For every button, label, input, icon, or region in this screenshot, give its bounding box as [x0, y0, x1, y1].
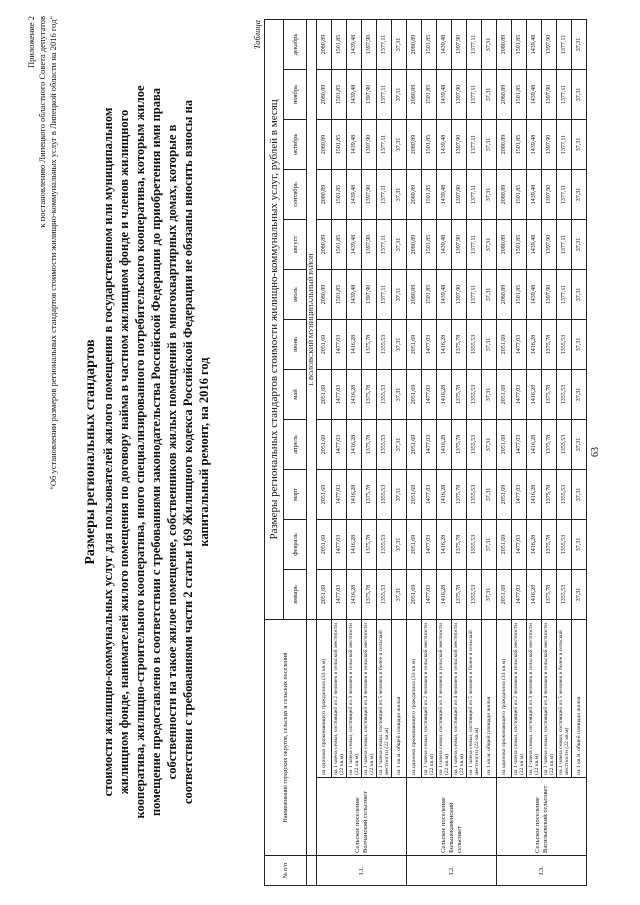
value-cell: 1377,11 [467, 119, 482, 169]
value-cell: 1375,78 [452, 519, 467, 569]
table-row [482, 19, 497, 885]
value-cell: 1397,90 [542, 169, 557, 219]
value-cell: 1416,28 [527, 319, 542, 369]
category-label: на 1 члена семьи, состоящей из 3 человек в сельской местности (22 кв.м) [347, 619, 362, 777]
value-cell: 1355,53 [377, 469, 392, 519]
category-label: на одиноко проживающего гражданина (33 кв.м) [407, 619, 422, 777]
value-cell: 1501,85 [332, 19, 347, 69]
month-header: декабрь [284, 19, 307, 69]
category-label: на 1 члена семьи, состоящей из 5 человек и более в сельской местности (22 кв.м) [557, 619, 572, 777]
value-cell: 37,31 [572, 519, 587, 569]
value-cell: 2080,89 [407, 169, 422, 219]
value-cell: 1477,03 [332, 519, 347, 569]
settlement-name: Сельское поселение Васильевский сельсовет [497, 778, 587, 856]
table-row [437, 19, 452, 885]
document-title [82, 52, 212, 852]
value-cell: 2051,69 [407, 369, 422, 419]
value-cell: 1501,85 [332, 169, 347, 219]
value-cell: 2051,69 [407, 419, 422, 469]
month-header: февраль [284, 519, 307, 569]
value-cell: 37,31 [572, 319, 587, 369]
value-cell: 1501,85 [512, 69, 527, 119]
title-line-2: стоимости жилищно-коммунальных услуг для пользователей жилого помещения в государственном или муниципальном [101, 107, 115, 797]
category-label: на 1 члена семьи, состоящей из 4 человек в сельской местности (22 кв.м) [542, 619, 557, 777]
value-cell: 2051,69 [317, 469, 332, 519]
value-cell: 37,31 [482, 119, 497, 169]
value-cell: 1377,11 [557, 219, 572, 269]
value-cell: 37,31 [392, 119, 407, 169]
value-cell: 1477,03 [422, 419, 437, 469]
title-line-8: капитальный ремонт, на 2016 год [197, 357, 211, 547]
value-cell: 1501,85 [422, 219, 437, 269]
value-cell: 1416,28 [437, 369, 452, 419]
value-cell: 1355,53 [467, 419, 482, 469]
value-cell: 1397,90 [362, 119, 377, 169]
value-cell: 2080,89 [497, 19, 512, 69]
value-cell: 1397,90 [542, 269, 557, 319]
value-cell: 1477,03 [332, 469, 347, 519]
value-cell: 1375,78 [362, 319, 377, 369]
month-header: октябрь [284, 119, 307, 169]
appendix-number: Приложение 2 [26, 16, 36, 68]
value-cell: 2051,69 [497, 369, 512, 419]
settlement-number: I.2. [407, 856, 497, 886]
value-cell: 37,31 [482, 19, 497, 69]
value-cell: 1375,78 [542, 369, 557, 419]
value-cell: 1439,48 [527, 119, 542, 169]
value-cell: 2080,89 [317, 19, 332, 69]
column-header-number: № п/п [265, 856, 307, 886]
value-cell: 1397,90 [362, 169, 377, 219]
value-cell: 1416,28 [347, 369, 362, 419]
table-row [557, 19, 572, 885]
value-cell: 2051,69 [407, 469, 422, 519]
value-cell: 1355,53 [377, 569, 392, 619]
value-cell: 1501,85 [332, 119, 347, 169]
value-cell: 1501,85 [332, 69, 347, 119]
value-cell: 2051,69 [497, 519, 512, 569]
value-cell: 37,31 [392, 469, 407, 519]
value-cell: 2080,89 [497, 169, 512, 219]
value-cell: 1416,28 [437, 319, 452, 369]
value-cell: 1355,53 [377, 319, 392, 369]
table-row [332, 19, 347, 885]
value-cell: 1397,90 [452, 169, 467, 219]
value-cell: 1477,03 [512, 469, 527, 519]
value-cell: 1439,48 [347, 169, 362, 219]
month-header: июнь [284, 319, 307, 369]
value-cell: 2051,69 [497, 469, 512, 519]
value-cell: 1375,78 [542, 569, 557, 619]
value-cell: 1416,28 [527, 419, 542, 469]
value-cell: 1439,48 [347, 219, 362, 269]
title-line-6: собственности на такое жилое помещение, собственников жилых помещений в многоквартирных домах, которые в [165, 124, 179, 780]
category-label: на 1 кв.м. общей площади жилья [392, 619, 407, 777]
value-cell: 1439,48 [527, 169, 542, 219]
standards-table [264, 19, 587, 886]
value-cell: 37,31 [392, 169, 407, 219]
table-row [512, 19, 527, 885]
value-cell: 2080,89 [497, 269, 512, 319]
month-header: сентябрь [284, 169, 307, 219]
table-row [392, 19, 407, 885]
value-cell: 1439,48 [527, 69, 542, 119]
appendix-header [26, 16, 59, 490]
value-cell: 37,31 [392, 219, 407, 269]
value-cell: 2080,89 [407, 69, 422, 119]
category-label: на 1 члена семьи, состоящей из 4 человек в сельской местности (22 кв.м) [452, 619, 467, 777]
value-cell: 1439,48 [437, 269, 452, 319]
value-cell: 1477,03 [422, 319, 437, 369]
value-cell: 37,31 [392, 569, 407, 619]
value-cell: 1416,28 [527, 369, 542, 419]
value-cell: 2051,69 [317, 319, 332, 369]
value-cell: 1501,85 [332, 219, 347, 269]
settlement-name: Сельское поселение Большекаменский сельсовет [407, 778, 497, 856]
value-cell: 37,31 [392, 269, 407, 319]
value-cell: 1416,28 [347, 519, 362, 569]
value-cell: 2080,89 [317, 269, 332, 319]
value-cell: 1477,03 [332, 419, 347, 469]
value-cell: 1355,53 [467, 469, 482, 519]
value-cell: 2051,69 [407, 519, 422, 569]
category-label: на 1 члена семьи, состоящей из 4 человек в сельской местности (22 кв.м) [362, 619, 377, 777]
value-cell: 1397,90 [542, 219, 557, 269]
value-cell: 1439,48 [437, 169, 452, 219]
value-cell: 37,31 [392, 419, 407, 469]
value-cell: 37,31 [482, 519, 497, 569]
value-cell: 1439,48 [527, 269, 542, 319]
value-cell: 1377,11 [377, 69, 392, 119]
value-cell: 1501,85 [422, 269, 437, 319]
value-cell: 1501,85 [422, 169, 437, 219]
value-cell: 1377,11 [557, 19, 572, 69]
value-cell: 1375,78 [452, 469, 467, 519]
value-cell: 2080,89 [407, 119, 422, 169]
value-cell: 1416,28 [437, 569, 452, 619]
category-label: на 1 кв.м. общей площади жилья [482, 619, 497, 777]
value-cell: 1477,03 [422, 369, 437, 419]
column-group-header: Размеры региональных стандартов стоимости жилищно-коммунальных услуг, рублей в месяц [265, 19, 284, 619]
value-cell: 1397,90 [362, 69, 377, 119]
value-cell: 2080,89 [497, 69, 512, 119]
table-row [497, 19, 512, 885]
rotated-document-sheet [20, 12, 620, 892]
table-label: Таблица [252, 20, 262, 50]
value-cell: 2051,69 [317, 419, 332, 469]
value-cell: 1501,85 [422, 69, 437, 119]
table-row [527, 19, 542, 885]
value-cell: 2051,69 [317, 369, 332, 419]
value-cell: 2080,89 [317, 119, 332, 169]
value-cell: 2051,69 [497, 419, 512, 469]
value-cell: 1397,90 [542, 69, 557, 119]
value-cell: 1439,48 [347, 69, 362, 119]
column-header-name: Наименование городских округов, сельских и сельских поселений [265, 619, 307, 855]
value-cell: 37,31 [482, 219, 497, 269]
value-cell: 1377,11 [467, 219, 482, 269]
month-header: январь [284, 569, 307, 619]
value-cell: 1501,85 [422, 119, 437, 169]
value-cell: 2080,89 [407, 269, 422, 319]
value-cell: 1416,28 [347, 419, 362, 469]
table-row [377, 19, 392, 885]
value-cell: 37,31 [482, 369, 497, 419]
value-cell: 1377,11 [377, 19, 392, 69]
value-cell: 1397,90 [542, 19, 557, 69]
table-row [452, 19, 467, 885]
region-row [307, 19, 317, 885]
value-cell: 1439,48 [347, 19, 362, 69]
value-cell: 1355,53 [377, 419, 392, 469]
value-cell: 1397,90 [452, 19, 467, 69]
value-cell: 37,31 [572, 469, 587, 519]
value-cell: 2051,69 [317, 569, 332, 619]
value-cell: 37,31 [482, 569, 497, 619]
table-row [422, 19, 437, 885]
value-cell: 37,31 [482, 69, 497, 119]
value-cell: 2080,89 [497, 219, 512, 269]
value-cell: 2051,69 [497, 319, 512, 369]
title-line-7: соответствии с требованиями части 2 статьи 169 Жилищного кодекса Российской Федерации не обязаны вносить взносы на [181, 99, 195, 805]
value-cell: 1375,78 [542, 469, 557, 519]
value-cell: 1375,78 [362, 469, 377, 519]
value-cell: 37,31 [572, 419, 587, 469]
value-cell: 37,31 [572, 569, 587, 619]
month-header: ноябрь [284, 69, 307, 119]
value-cell: 1375,78 [452, 419, 467, 469]
value-cell: 1397,90 [452, 269, 467, 319]
value-cell: 1397,90 [362, 219, 377, 269]
value-cell: 1477,03 [512, 419, 527, 469]
value-cell: 1355,53 [557, 519, 572, 569]
value-cell: 37,31 [392, 369, 407, 419]
category-label: на 1 члена семьи, состоящей из 5 человек и более в сельской местности (22 кв.м) [467, 619, 482, 777]
value-cell: 1477,03 [332, 369, 347, 419]
value-cell: 1416,28 [437, 519, 452, 569]
value-cell: 1439,48 [527, 219, 542, 269]
value-cell: 1375,78 [362, 419, 377, 469]
table-row [407, 19, 422, 885]
table-row [572, 19, 587, 885]
value-cell: 1377,11 [557, 169, 572, 219]
title-line-5: помещение предоставлено в соответствии с требованиями законодательства Российской Федерации до приобретения ими права [149, 88, 163, 817]
value-cell: 37,31 [572, 169, 587, 219]
value-cell: 1375,78 [542, 419, 557, 469]
value-cell: 37,31 [482, 469, 497, 519]
value-cell: 1397,90 [362, 269, 377, 319]
value-cell: 2080,89 [317, 219, 332, 269]
category-label: на 1 члена семьи, состоящей из 2 человек в сельской местности (22 кв.м) [422, 619, 437, 777]
value-cell: 37,31 [572, 19, 587, 69]
value-cell: 37,31 [572, 69, 587, 119]
value-cell: 37,31 [482, 169, 497, 219]
month-header: май [284, 369, 307, 419]
value-cell: 1377,11 [467, 19, 482, 69]
value-cell: 1355,53 [557, 319, 572, 369]
value-cell: 1377,11 [467, 169, 482, 219]
category-label: на 1 члена семьи, состоящей из 3 человек в сельской местности (22 кв.м) [527, 619, 542, 777]
value-cell: 2080,89 [497, 119, 512, 169]
decree-reference-line1: к постановлению Липецкого областного Совета депутатов [37, 16, 47, 228]
value-cell: 1477,03 [332, 569, 347, 619]
value-cell: 1377,11 [557, 119, 572, 169]
value-cell: 37,31 [392, 519, 407, 569]
title-line-3: жилищном фонде, нанимателей жилого помещения по договору найма в частном жилищном фонде и членов жилищного [117, 109, 131, 795]
value-cell: 37,31 [392, 319, 407, 369]
value-cell: 1377,11 [557, 269, 572, 319]
value-cell: 1477,03 [512, 319, 527, 369]
value-cell: 1439,48 [347, 269, 362, 319]
value-cell: 2080,89 [407, 19, 422, 69]
value-cell: 1355,53 [557, 569, 572, 619]
value-cell: 1355,53 [557, 469, 572, 519]
category-label: на 1 члена семьи, состоящей из 2 человек в сельской местности (22 кв.м) [512, 619, 527, 777]
month-header: апрель [284, 419, 307, 469]
value-cell: 1375,78 [452, 319, 467, 369]
value-cell: 1377,11 [377, 169, 392, 219]
value-cell: 1501,85 [512, 119, 527, 169]
value-cell: 1377,11 [557, 69, 572, 119]
value-cell: 37,31 [572, 119, 587, 169]
value-cell: 1501,85 [332, 269, 347, 319]
value-cell: 1477,03 [512, 519, 527, 569]
title-line-4: кооператива, жилищно-строительного кооператива, иного специализированного потребительского кооператива, которым жилое [133, 85, 147, 819]
value-cell: 2051,69 [407, 319, 422, 369]
value-cell: 1501,85 [512, 219, 527, 269]
value-cell: 1439,48 [437, 19, 452, 69]
settlement-number: I.1. [317, 856, 407, 886]
category-label: на 1 члена семьи, состоящей из 2 человек в сельской местности (22 кв.м) [332, 619, 347, 777]
category-label: на одиноко проживающего гражданина (33 кв.м) [317, 619, 332, 777]
category-label: на 1 члена семьи, состоящей из 3 человек в сельской местности (22 кв.м) [437, 619, 452, 777]
value-cell: 1439,48 [527, 19, 542, 69]
month-header: март [284, 469, 307, 519]
settlement-number: I.3. [497, 856, 587, 886]
value-cell: 1501,85 [512, 269, 527, 319]
value-cell: 2080,89 [317, 69, 332, 119]
value-cell: 37,31 [572, 269, 587, 319]
value-cell: 1477,03 [512, 569, 527, 619]
value-cell: 1375,78 [452, 569, 467, 619]
page-number: 63 [590, 447, 601, 457]
value-cell: 1355,53 [467, 369, 482, 419]
value-cell: 2051,69 [407, 569, 422, 619]
table-row [467, 19, 482, 885]
value-cell: 1439,48 [437, 219, 452, 269]
category-label: на 1 кв.м. общей площади жилья [572, 619, 587, 777]
value-cell: 1355,53 [467, 319, 482, 369]
value-cell: 37,31 [482, 419, 497, 469]
value-cell: 1377,11 [377, 269, 392, 319]
settlement-name: Сельское поселение Волчанский сельсовет [317, 778, 407, 856]
value-cell: 1377,11 [467, 69, 482, 119]
value-cell: 37,31 [572, 369, 587, 419]
category-label: на одиноко проживающего гражданина (33 кв.м) [497, 619, 512, 777]
region-title: I. ВОЛОВСКИЙ МУНИЦИПАЛЬНЫЙ РАЙОН [307, 19, 317, 619]
value-cell: 2080,89 [317, 169, 332, 219]
table-body [307, 19, 587, 885]
value-cell: 1416,28 [437, 419, 452, 469]
value-cell: 1439,48 [437, 69, 452, 119]
value-cell: 1501,85 [512, 19, 527, 69]
title-line-1: Размеры региональных стандартов [83, 339, 98, 565]
table-row [347, 19, 362, 885]
value-cell: 1355,53 [467, 569, 482, 619]
value-cell: 2080,89 [407, 219, 422, 269]
value-cell: 1355,53 [557, 419, 572, 469]
value-cell: 37,31 [392, 19, 407, 69]
value-cell: 1477,03 [512, 369, 527, 419]
table-row [362, 19, 377, 885]
value-cell: 1416,28 [527, 469, 542, 519]
value-cell: 37,31 [482, 269, 497, 319]
value-cell: 1375,78 [452, 369, 467, 419]
value-cell: 1355,53 [467, 519, 482, 569]
value-cell: 1416,28 [347, 569, 362, 619]
value-cell: 37,31 [572, 219, 587, 269]
value-cell: 1355,53 [557, 369, 572, 419]
value-cell: 1375,78 [362, 369, 377, 419]
value-cell: 1375,78 [362, 569, 377, 619]
value-cell: 37,31 [482, 319, 497, 369]
value-cell: 1355,53 [377, 369, 392, 419]
value-cell: 1397,90 [542, 119, 557, 169]
value-cell: 1377,11 [377, 219, 392, 269]
table-row [317, 19, 332, 885]
value-cell: 1397,90 [452, 69, 467, 119]
value-cell: 1416,28 [347, 469, 362, 519]
value-cell: 1477,03 [332, 319, 347, 369]
value-cell: 1355,53 [377, 519, 392, 569]
value-cell: 1377,11 [377, 119, 392, 169]
month-header: август [284, 219, 307, 269]
value-cell: 1377,11 [467, 269, 482, 319]
table-row [542, 19, 557, 885]
month-header: июль [284, 269, 307, 319]
value-cell: 1416,28 [347, 319, 362, 369]
category-label: на 1 члена семьи, состоящей из 5 человек и более в сельской местности (22 кв.м) [377, 619, 392, 777]
value-cell: 1477,03 [422, 469, 437, 519]
value-cell: 1397,90 [452, 119, 467, 169]
value-cell: 1397,90 [452, 219, 467, 269]
value-cell: 1477,03 [422, 519, 437, 569]
decree-reference-line2: "Об установлении размеров региональных стандартов стоимости жилищно-коммунальных услуг в Липецкой области на 2016 год" [48, 16, 58, 490]
value-cell: 1375,78 [542, 519, 557, 569]
value-cell: 2051,69 [317, 519, 332, 569]
value-cell: 1439,48 [437, 119, 452, 169]
value-cell: 1416,28 [527, 569, 542, 619]
value-cell: 1477,03 [422, 569, 437, 619]
value-cell: 1439,48 [347, 119, 362, 169]
value-cell: 1397,90 [362, 19, 377, 69]
value-cell: 37,31 [392, 69, 407, 119]
value-cell: 1501,85 [422, 19, 437, 69]
value-cell: 1375,78 [362, 519, 377, 569]
value-cell: 2051,69 [497, 569, 512, 619]
value-cell: 1416,28 [527, 519, 542, 569]
value-cell: 1375,78 [542, 319, 557, 369]
value-cell: 1416,28 [437, 469, 452, 519]
value-cell: 1501,85 [512, 169, 527, 219]
